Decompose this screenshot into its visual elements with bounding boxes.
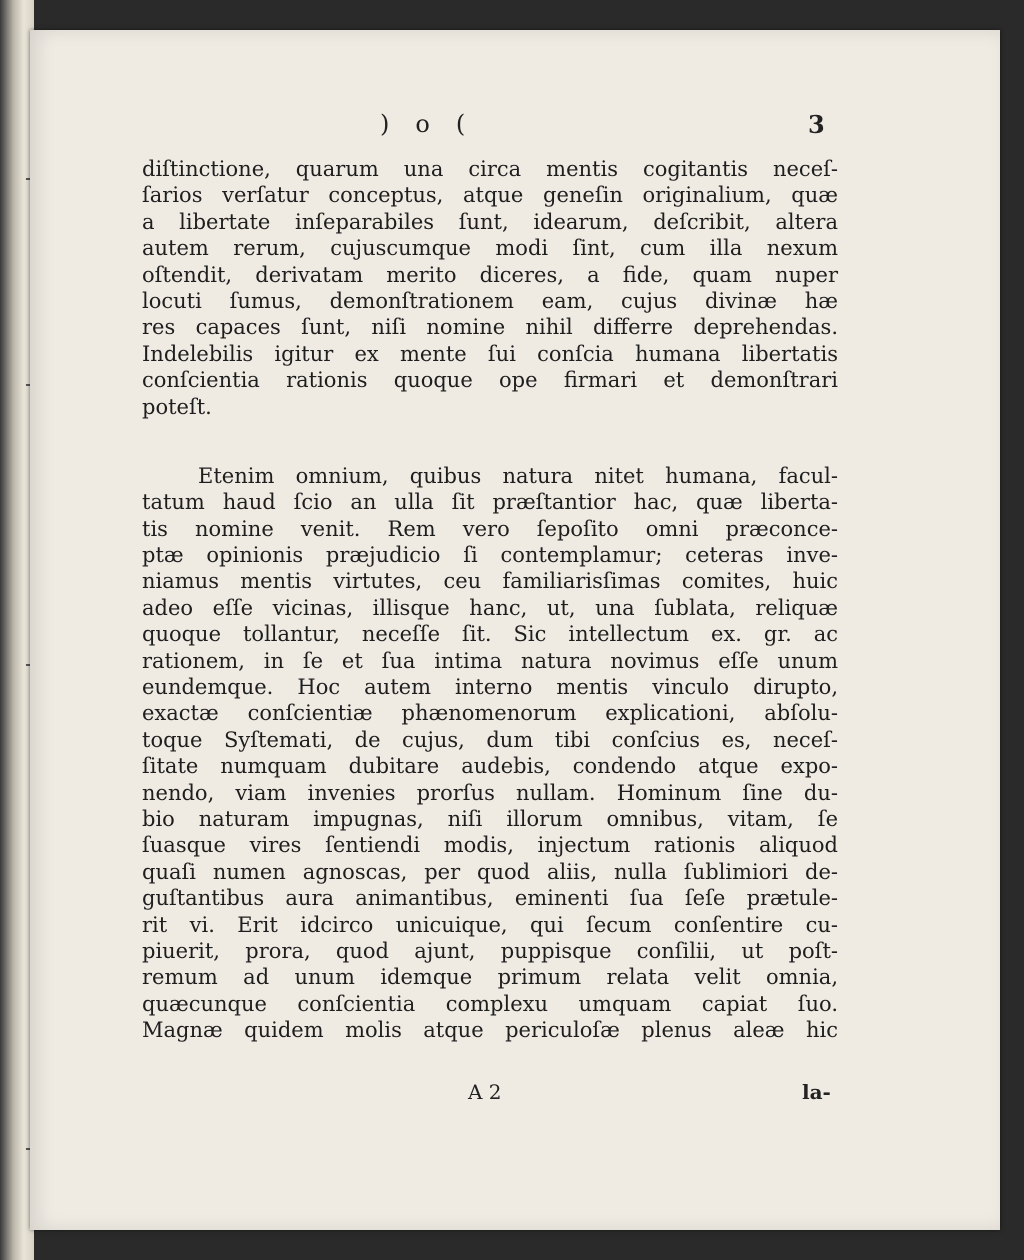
text-line: adeo eſſe vicinas, illisque hanc, ut, una ſublata, reliquæ xyxy=(142,595,838,620)
text-line: toque Syſtemati, de cujus, dum tibi conſcius es, neceſ- xyxy=(142,727,838,752)
text-line: conſcientia rationis quoque ope firmari et demonſtrari xyxy=(142,368,838,393)
text-line: quoque tollantur, neceſſe ſit. Sic intellectum ex. gr. ac xyxy=(142,622,838,647)
text-line: Etenim omnium, quibus natura nitet humana, facul- xyxy=(198,463,838,488)
text-line: quaſi numen agnoscas, per quod aliis, nulla ſublimiori de- xyxy=(142,859,838,884)
text-line: bio naturam impugnas, niſi illorum omnibus, vitam, ſe xyxy=(142,806,838,831)
header-ornament: )o( xyxy=(380,110,492,138)
text-line: res capaces ſunt, niſi nomine nihil differre deprehendas. xyxy=(142,315,838,340)
text-line: quæcunque conſcientia complexu umquam capiat ſuo. xyxy=(142,991,838,1016)
text-line: diſtinctione, quarum una circa mentis cogitantis neceſ- xyxy=(142,157,838,181)
text-line: ſarios verſatur conceptus, atque geneſin originalium, quæ xyxy=(142,183,838,208)
paragraph xyxy=(142,156,838,420)
text-line: eundemque. Hoc autem interno mentis vinculo dirupto, xyxy=(142,675,838,700)
catchword: la- xyxy=(802,1080,831,1104)
text-line: guſtantibus aura animantibus, eminenti ſua ſeſe prætule- xyxy=(142,886,838,911)
text-line: piuerit, prora, quod ajunt, puppisque conſilii, ut poſt- xyxy=(142,938,838,963)
text-line: locuti ſumus, demonſtrationem eam, cujus divinæ hæ xyxy=(142,288,838,313)
paragraph xyxy=(142,463,838,1044)
text-line: a libertate inſeparabiles ſunt, idearum, deſcribit, altera xyxy=(142,209,838,234)
text-line: ptæ opinionis præjudicio ſi contemplamur; ceteras inve- xyxy=(142,543,838,568)
text-line: rit vi. Erit idcirco unicuique, qui ſecum conſentire cu- xyxy=(142,912,838,937)
text-line: rationem, in ſe et ſua intima natura novimus eſſe unum xyxy=(142,648,838,673)
text-line: remum ad unum idemque primum relata velit omnia, xyxy=(142,965,838,990)
text-line: tatum haud ſcio an ulla ſit præſtantior hac, quæ liberta- xyxy=(142,490,838,515)
page-number: 3 xyxy=(808,110,825,139)
book-spine-shadow xyxy=(0,0,34,1260)
text-line: tis nomine venit. Rem vero ſepoſito omni præconce- xyxy=(142,516,838,541)
text-line: exactæ conſcientiæ phænomenorum explicationi, abſolu- xyxy=(142,701,838,726)
book-page xyxy=(30,30,1000,1230)
signature-mark: A 2 xyxy=(468,1080,502,1104)
text-line: Indelebilis igitur ex mente ſui conſcia humana libertatis xyxy=(142,341,838,366)
text-line: Magnæ quidem molis atque periculoſæ plenus aleæ hic xyxy=(142,1018,838,1043)
text-line: autem rerum, cujuscumque modi ſint, cum illa nexum xyxy=(142,236,838,261)
text-line: poteſt. xyxy=(142,394,212,419)
text-line: niamus mentis virtutes, ceu familiarisſimas comites, huic xyxy=(142,569,838,594)
text-line: ſuasque vires ſentiendi modis, injectum rationis aliquod xyxy=(142,833,838,858)
page-footer xyxy=(30,1080,1000,1108)
text-line: nendo, viam invenies prorſus nullam. Hominum ſine du- xyxy=(142,780,838,805)
body-text xyxy=(142,156,838,1044)
text-line: oſtendit, derivatam merito diceres, a fide, quam nuper xyxy=(142,262,838,287)
text-line: ſitate numquam dubitare audebis, condendo atque expo- xyxy=(142,754,838,779)
running-header xyxy=(30,110,1000,140)
